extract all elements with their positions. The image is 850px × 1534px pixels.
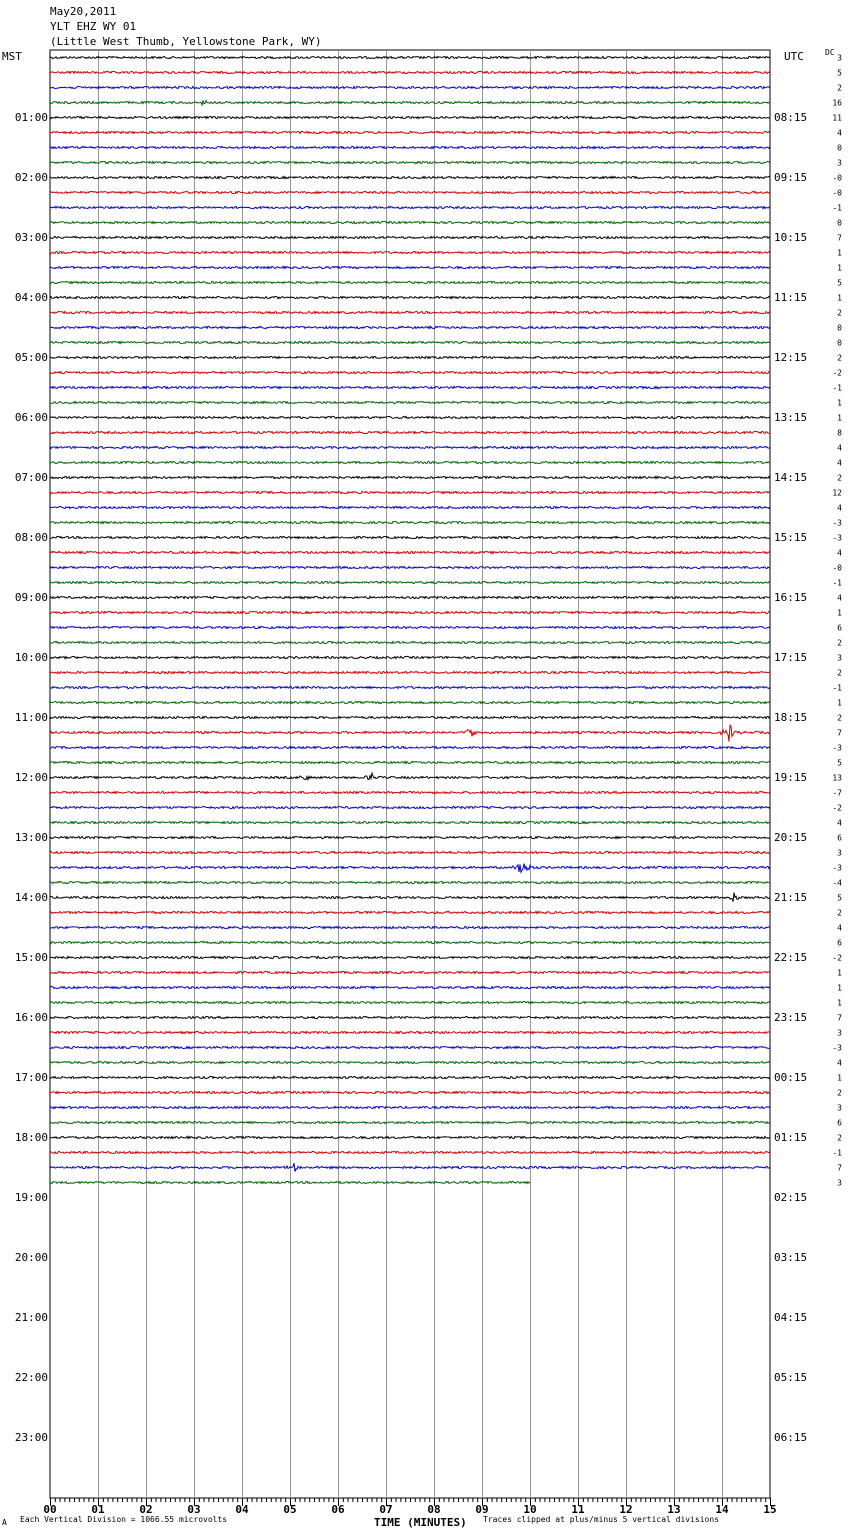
mst-hour-label: 07:00 — [14, 471, 48, 484]
dc-offset-label: 1 — [837, 413, 842, 423]
corner-mark: A — [2, 1518, 7, 1527]
seismic-trace — [50, 941, 770, 943]
dc-offset-label: -0 — [832, 173, 842, 183]
x-tick-label: 15 — [763, 1503, 777, 1516]
mst-hour-label: 04:00 — [14, 291, 48, 304]
seismic-trace — [50, 971, 770, 973]
dc-offset-label: 4 — [837, 548, 842, 558]
seismic-trace — [50, 341, 770, 343]
dc-offset-label: 2 — [837, 713, 842, 723]
seismic-trace — [50, 311, 770, 313]
seismic-trace — [50, 446, 770, 448]
seismic-trace — [50, 461, 770, 463]
dc-offset-label: 4 — [837, 1058, 842, 1068]
x-tick-label: 10 — [523, 1503, 537, 1516]
seismic-trace — [50, 761, 770, 763]
x-tick-label: 07 — [379, 1503, 393, 1516]
seismic-trace — [50, 926, 770, 928]
footer-scale-note: Each Vertical Division = 1066.55 microvolts — [20, 1515, 228, 1524]
seismic-trace — [50, 236, 770, 238]
station-id: YLT EHZ WY 01 — [50, 20, 137, 33]
x-tick-label: 14 — [715, 1503, 729, 1516]
dc-offset-label: -1 — [832, 683, 842, 693]
plot-date: May20,2011 — [50, 5, 117, 18]
dc-offset-label: -1 — [832, 203, 842, 213]
dc-offset-label: -0 — [832, 188, 842, 198]
seismic-trace — [50, 641, 770, 643]
dc-offset-label: -2 — [832, 803, 842, 813]
utc-hour-label: 13:15 — [774, 411, 808, 424]
dc-offset-label: 4 — [837, 593, 842, 603]
dc-offset-label: 2 — [837, 308, 842, 318]
mst-hour-label: 08:00 — [14, 531, 48, 544]
dc-offset-label: 2 — [837, 908, 842, 918]
mst-hour-label: 15:00 — [14, 951, 48, 964]
seismic-trace — [50, 851, 770, 853]
mst-label: MST — [2, 50, 22, 63]
seismic-trace — [50, 864, 770, 873]
seismic-trace — [50, 806, 770, 808]
dc-offset-label: -4 — [832, 878, 842, 888]
dc-offset-label: 1 — [837, 698, 842, 708]
seismic-trace — [50, 1001, 770, 1003]
mst-hour-label: 05:00 — [14, 351, 48, 364]
seismic-trace — [50, 326, 770, 328]
dc-offset-label: 3 — [837, 1103, 842, 1113]
seismic-trace — [50, 191, 770, 193]
seismic-trace — [50, 281, 770, 283]
dc-offset-label: 3 — [837, 1028, 842, 1038]
seismic-trace — [50, 1091, 770, 1093]
utc-label: UTC — [784, 50, 804, 63]
dc-offset-label: -2 — [832, 953, 842, 963]
utc-hour-label: 23:15 — [774, 1011, 808, 1024]
dc-offset-label: 2 — [837, 638, 842, 648]
seismic-trace — [50, 131, 770, 133]
dc-offset-label: 2 — [837, 473, 842, 483]
seismic-trace — [50, 146, 770, 148]
mst-hour-label: 20:00 — [14, 1251, 48, 1264]
dc-offset-label: 4 — [837, 818, 842, 828]
mst-hour-label: 02:00 — [14, 171, 48, 184]
utc-hour-label: 21:15 — [774, 891, 808, 904]
dc-offset-label: 4 — [837, 443, 842, 453]
dc-offset-label: 3 — [837, 653, 842, 663]
dc-offset-label: 2 — [837, 668, 842, 678]
dc-offset-label: 0 — [837, 323, 842, 333]
utc-hour-label: 04:15 — [774, 1311, 808, 1324]
dc-offset-label: 1 — [837, 608, 842, 618]
dc-offset-label: 4 — [837, 458, 842, 468]
dc-offset-label: -0 — [832, 563, 842, 573]
dc-offset-label: 1 — [837, 998, 842, 1008]
seismic-trace — [50, 1046, 770, 1048]
seismic-trace — [50, 836, 770, 838]
seismic-trace — [50, 176, 770, 178]
seismic-trace — [50, 161, 770, 163]
dc-offset-label: -7 — [832, 788, 842, 798]
seismic-trace — [50, 686, 770, 688]
dc-offset-label: -1 — [832, 1148, 842, 1158]
x-tick-label: 03 — [187, 1503, 201, 1516]
dc-label: DC — [825, 48, 835, 57]
utc-hour-label: 02:15 — [774, 1191, 808, 1204]
seismic-trace — [50, 521, 770, 523]
seismic-trace — [50, 1031, 770, 1033]
seismic-trace — [50, 431, 770, 433]
dc-offset-label: 0 — [837, 338, 842, 348]
seismic-trace — [50, 581, 770, 583]
seismic-trace — [50, 1151, 770, 1153]
seismic-trace — [50, 626, 770, 628]
seismic-trace — [50, 1106, 770, 1108]
seismic-trace — [50, 86, 770, 88]
utc-hour-label: 03:15 — [774, 1251, 808, 1264]
seismic-trace — [50, 401, 770, 403]
x-tick-label: 04 — [235, 1503, 249, 1516]
x-tick-label: 01 — [91, 1503, 105, 1516]
seismic-trace — [50, 986, 770, 988]
seismic-trace — [50, 221, 770, 223]
utc-hour-label: 16:15 — [774, 591, 808, 604]
seismic-trace — [50, 1061, 770, 1063]
mst-hour-label: 19:00 — [14, 1191, 48, 1204]
utc-hour-label: 17:15 — [774, 651, 808, 664]
x-tick-label: 06 — [331, 1503, 345, 1516]
x-tick-label: 02 — [139, 1503, 153, 1516]
seismic-trace — [50, 611, 770, 613]
seismic-trace — [50, 1136, 770, 1138]
dc-offset-label: 1 — [837, 263, 842, 273]
utc-hour-label: 09:15 — [774, 171, 808, 184]
mst-hour-label: 23:00 — [14, 1431, 48, 1444]
mst-hour-label: 16:00 — [14, 1011, 48, 1024]
dc-offset-label: 6 — [837, 938, 842, 948]
utc-hour-label: 01:15 — [774, 1131, 808, 1144]
mst-hour-label: 17:00 — [14, 1071, 48, 1084]
x-axis-title: TIME (MINUTES) — [374, 1516, 467, 1529]
dc-offset-label: 5 — [837, 68, 842, 78]
utc-hour-label: 19:15 — [774, 771, 808, 784]
dc-offset-label: 3 — [837, 53, 842, 63]
utc-hour-label: 10:15 — [774, 231, 808, 244]
seismic-trace — [50, 791, 770, 793]
utc-hour-label: 08:15 — [774, 111, 808, 124]
seismic-trace — [50, 386, 770, 388]
dc-offset-label: 4 — [837, 128, 842, 138]
dc-offset-label: 4 — [837, 923, 842, 933]
dc-offset-label: 2 — [837, 1088, 842, 1098]
dc-offset-label: 5 — [837, 893, 842, 903]
seismic-trace — [50, 701, 770, 703]
dc-offset-label: 1 — [837, 398, 842, 408]
mst-hour-label: 18:00 — [14, 1131, 48, 1144]
dc-offset-label: 11 — [832, 113, 842, 123]
seismic-trace — [50, 356, 770, 358]
seismic-trace — [50, 100, 770, 105]
dc-offset-label: 3 — [837, 158, 842, 168]
seismic-trace — [50, 1076, 770, 1078]
mst-hour-label: 14:00 — [14, 891, 48, 904]
mst-hour-label: 10:00 — [14, 651, 48, 664]
utc-hour-label: 15:15 — [774, 531, 808, 544]
mst-hour-label: 22:00 — [14, 1371, 48, 1384]
utc-hour-label: 00:15 — [774, 1071, 808, 1084]
dc-offset-label: 2 — [837, 83, 842, 93]
dc-offset-label: 0 — [837, 218, 842, 228]
seismic-trace — [50, 596, 770, 598]
seismic-trace — [50, 725, 770, 741]
x-tick-label: 13 — [667, 1503, 681, 1516]
dc-offset-label: 6 — [837, 1118, 842, 1128]
utc-hour-label: 14:15 — [774, 471, 808, 484]
dc-offset-label: 5 — [837, 758, 842, 768]
dc-offset-label: 7 — [837, 1013, 842, 1023]
x-tick-label: 12 — [619, 1503, 633, 1516]
dc-offset-label: 2 — [837, 353, 842, 363]
dc-offset-label: 1 — [837, 248, 842, 258]
mst-hour-label: 06:00 — [14, 411, 48, 424]
dc-offset-label: 7 — [837, 1163, 842, 1173]
dc-offset-label: -1 — [832, 578, 842, 588]
seismic-trace — [50, 746, 770, 748]
seismic-trace — [50, 491, 770, 493]
dc-offset-label: 5 — [837, 278, 842, 288]
dc-offset-label: -3 — [832, 863, 842, 873]
x-tick-label: 00 — [43, 1503, 57, 1516]
dc-offset-label: -3 — [832, 518, 842, 528]
dc-offset-label: -3 — [832, 743, 842, 753]
dc-offset-label: 1 — [837, 983, 842, 993]
seismic-trace — [50, 116, 770, 118]
station-location: (Little West Thumb, Yellowstone Park, WY) — [50, 35, 322, 48]
seismic-trace — [50, 1121, 770, 1123]
seismic-trace — [50, 551, 770, 553]
seismic-trace — [50, 656, 770, 658]
dc-offset-label: 13 — [832, 773, 842, 783]
mst-hour-label: 21:00 — [14, 1311, 48, 1324]
dc-offset-label: 3 — [837, 1178, 842, 1188]
seismic-trace — [50, 476, 770, 478]
seismic-trace — [50, 251, 770, 253]
dc-offset-label: 1 — [837, 968, 842, 978]
utc-hour-label: 18:15 — [774, 711, 808, 724]
dc-offset-label: 4 — [837, 503, 842, 513]
seismic-trace — [50, 773, 770, 779]
seismic-trace — [50, 911, 770, 913]
seismic-trace — [50, 1163, 770, 1172]
dc-offset-label: 8 — [837, 428, 842, 438]
seismic-trace — [50, 266, 770, 268]
dc-offset-label: 6 — [837, 833, 842, 843]
utc-hour-label: 22:15 — [774, 951, 808, 964]
mst-hour-label: 13:00 — [14, 831, 48, 844]
footer-clip-note: Traces clipped at plus/minus 5 vertical divisions — [483, 1515, 720, 1524]
utc-hour-label: 12:15 — [774, 351, 808, 364]
seismic-trace — [50, 56, 770, 58]
seismic-trace — [50, 506, 770, 508]
mst-hour-label: 12:00 — [14, 771, 48, 784]
seismic-trace — [50, 716, 770, 718]
seismic-trace — [50, 956, 770, 958]
dc-offset-label: 1 — [837, 1073, 842, 1083]
seismic-trace — [50, 881, 770, 883]
utc-hour-label: 05:15 — [774, 1371, 808, 1384]
dc-offset-label: 2 — [837, 1133, 842, 1143]
dc-offset-label: 3 — [837, 848, 842, 858]
seismic-trace — [50, 821, 770, 823]
utc-hour-label: 20:15 — [774, 831, 808, 844]
dc-offset-label: -2 — [832, 368, 842, 378]
dc-offset-label: -3 — [832, 533, 842, 543]
dc-offset-label: 7 — [837, 728, 842, 738]
seismic-trace — [50, 1016, 770, 1018]
dc-offset-label: -1 — [832, 383, 842, 393]
mst-hour-label: 11:00 — [14, 711, 48, 724]
dc-offset-label: 0 — [837, 143, 842, 153]
seismic-trace — [50, 371, 770, 373]
dc-offset-label: 6 — [837, 623, 842, 633]
dc-offset-label: 16 — [832, 98, 842, 108]
x-tick-label: 08 — [427, 1503, 441, 1516]
mst-hour-label: 09:00 — [14, 591, 48, 604]
dc-offset-label: 1 — [837, 293, 842, 303]
dc-offset-label: 7 — [837, 233, 842, 243]
seismic-trace — [50, 893, 770, 902]
seismic-trace — [50, 536, 770, 538]
seismic-trace — [50, 416, 770, 418]
seismic-trace — [50, 296, 770, 298]
dc-offset-label: 12 — [832, 488, 842, 498]
mst-hour-label: 03:00 — [14, 231, 48, 244]
utc-hour-label: 06:15 — [774, 1431, 808, 1444]
x-tick-label: 05 — [283, 1503, 297, 1516]
utc-hour-label: 11:15 — [774, 291, 808, 304]
dc-offset-label: -3 — [832, 1043, 842, 1053]
seismic-trace — [50, 71, 770, 73]
seismic-trace — [50, 671, 770, 673]
mst-hour-label: 01:00 — [14, 111, 48, 124]
x-tick-label: 09 — [475, 1503, 489, 1516]
x-tick-label: 11 — [571, 1503, 585, 1516]
seismic-trace — [50, 566, 770, 568]
seismic-trace — [50, 206, 770, 208]
